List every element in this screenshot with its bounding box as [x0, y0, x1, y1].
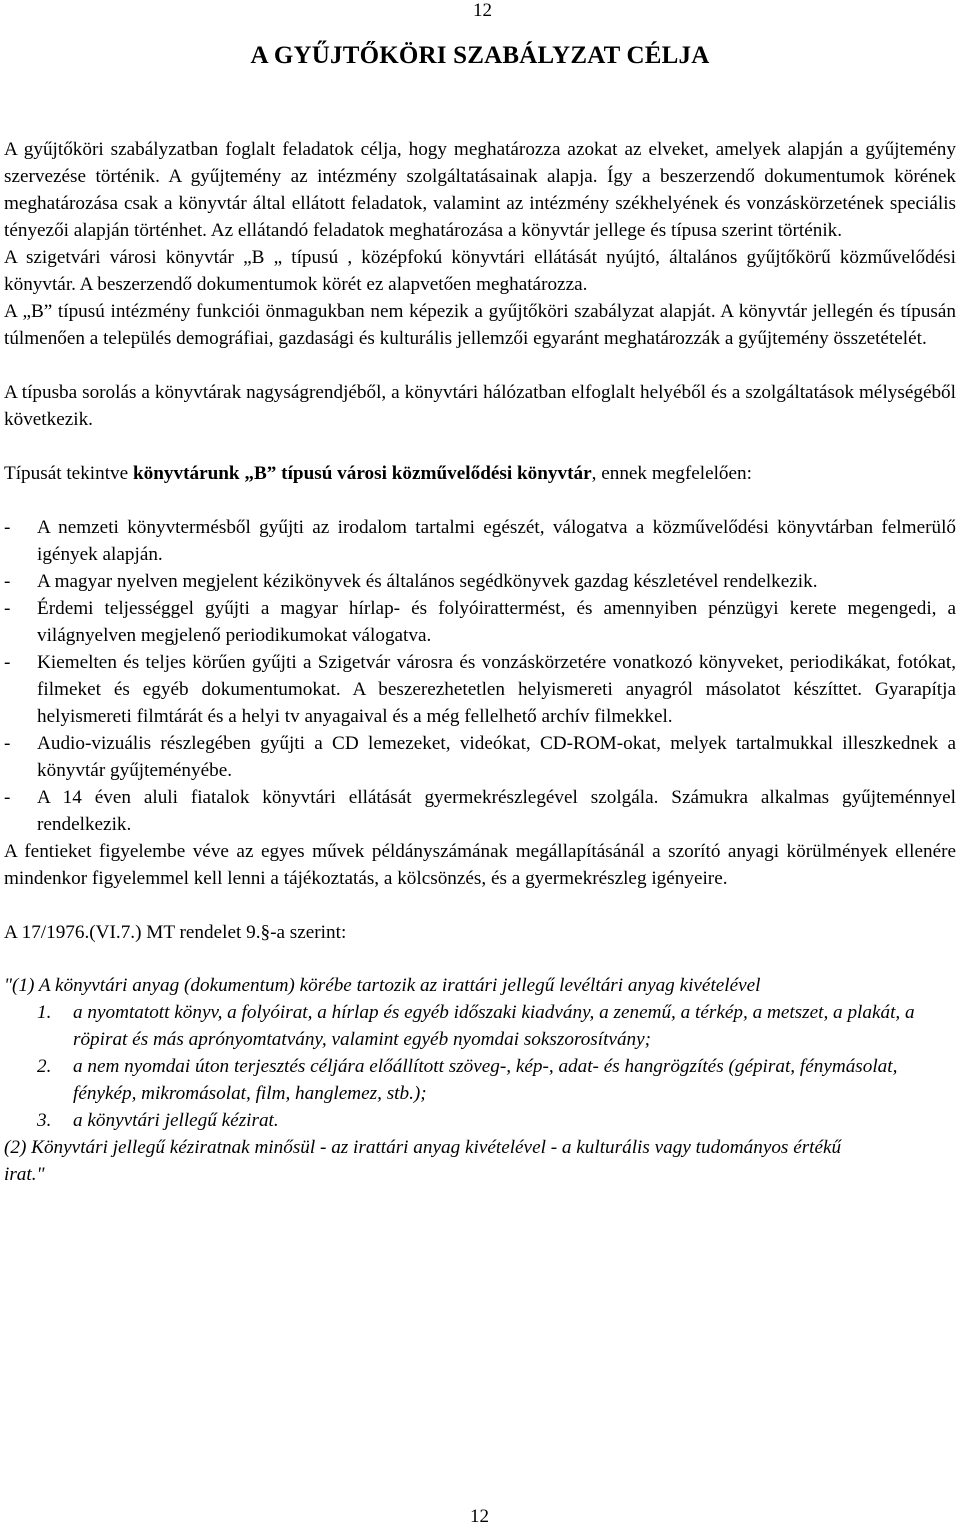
list-text: a nyomtatott könyv, a folyóirat, a hírlap és egyéb időszaki kiadvány, a zenemű, a térkép, a metszet, a plakát, a röpirat és más aprónyomtatvány, valamint egyéb nyomdai sokszorosítvány; [73, 1002, 915, 1050]
list-item: - A 14 éven aluli fiatalok könyvtári ellátását gyermekrészlegével szolgála. Számukra alkalmas gyűjteménnyel rendelkezik. [4, 784, 956, 838]
list-item [4, 999, 956, 1053]
page-number-top: 12 [473, 0, 492, 21]
quote-closing: (2) Könyvtári jellegű kéziratnak minősül - az irattári anyag kivételével - a kulturális vagy tudományos értékű irat." [4, 1137, 842, 1185]
list-text: a nem nyomdai úton terjesztés céljára előállított szöveg-, kép-, adat- és hangrögzítés (gépirat, fénymásolat, fénykép, mikromásolat, film, hanglemez, stb.); [73, 1056, 898, 1104]
type-prefix: Típusát tekintve [4, 463, 133, 484]
paragraph-considerations: A fentieket figyelembe véve az egyes művek példányszámának megállapításánál a szorító anyagi körülmények ellenére mindenkor figyelemmel kell lenni a tájékoztatás, a kölcsönzés, és a gyermekrészleg igényeire. [4, 841, 956, 889]
list-item [4, 1107, 956, 1134]
decree-quote [4, 972, 956, 1188]
paragraph-purpose: A gyűjtőköri szabályzatban foglalt feladatok célja, hogy meghatározza azokat az elveket, amelyek alapján a gyűjtemény szervezése történik. A gyűjtemény az intézmény szolgáltatásainak alapja. Így a beszerzendő dokumentumok körének meghatározása csak a könyvtár által ellátott feladatok, valamint az intézmény székhelyének és vonzáskörzetének speciális tényezői alapján történhet. Az ellátandó feladatok meghatározása a könyvtár jellege és típusa szerint történik. [4, 139, 956, 241]
list-item [4, 1053, 956, 1107]
list-item: - Audio-vizuális részlegében gyűjti a CD lemezeket, videókat, CD-ROM-okat, melyek tartalmukkal illeszkednek a könyvtár gyűjteményébe. [4, 730, 956, 784]
quote-numbered-list [4, 999, 956, 1134]
list-item: - Kiemelten és teljes körűen gyűjti a Szigetvár városra és vonzáskörzetére vonatkozó könyveket, periodikákat, fotókat, filmeket és egyéb dokumentumokat. A beszerezhetetlen helyismereti anyagról másolatot készíttet. Gyarapítja helyismereti filmtárát és a helyi tv anyagaival és a még fellelhető archív filmekkel. [4, 649, 956, 730]
quote-intro: "(1) A könyvtári anyag (dokumentum) körébe tartozik az irattári jellegű levéltári anyag kivételével [4, 975, 761, 996]
list-text: a könyvtári jellegű kézirat. [73, 1110, 279, 1131]
paragraph-classification: A típusba sorolás a könyvtárak nagyságrendjéből, a könyvtári hálózatban elfoglalt helyéből és a szolgáltatások mélységéből következik. [4, 382, 956, 430]
collection-policy-list [4, 514, 956, 838]
paragraph-type-statement [4, 460, 956, 487]
list-number: 3. [37, 1110, 52, 1131]
page-number-bottom: 12 [470, 1506, 489, 1527]
type-bold: könyvtárunk „B” típusú városi közművelődési könyvtár [132, 463, 592, 484]
paragraph-library-type: A szigetvári városi könyvtár „B „ típusú , középfokú könyvtári ellátását nyújtó, általános gyűjtőkörű közművelődési könyvtár. A beszerzendő dokumentumok körét ez alapvetően meghatározza. [4, 247, 956, 295]
list-number: 2. [37, 1056, 52, 1077]
list-item: - A magyar nyelven megjelent kézikönyvek és általános segédkönyvek gazdag készletével rendelkezik. [4, 568, 956, 595]
page-title: A GYŰJTŐKÖRI SZABÁLYZAT CÉLJA [250, 42, 710, 69]
list-item: - Érdemi teljességgel gyűjti a magyar hírlap- és folyóirattermést, és amennyiben pénzügyi kerete megengedi, a világnyelven megjelenő periodikumokat válogatva. [4, 595, 956, 649]
list-number: 1. [37, 1002, 52, 1023]
paragraph-decree-reference: A 17/1976.(VI.7.) MT rendelet 9.§-a szerint: [4, 922, 347, 943]
list-item: - A nemzeti könyvtermésből gyűjti az irodalom tartalmi egészét, válogatva a közművelődési könyvtárban felmerülő igények alapján. [4, 514, 956, 568]
paragraph-functions: A „B” típusú intézmény funkciói önmagukban nem képezik a gyűjtőköri szabályzat alapját. A könyvtár jellegén és típusán túlmenően a település demográfiai, gazdasági és kulturális jellemzői egyaránt meghatározzák a gyűjtemény összetételét. [4, 301, 956, 349]
type-suffix: , ennek megfelelően: [591, 463, 752, 484]
document-body [4, 136, 956, 1188]
